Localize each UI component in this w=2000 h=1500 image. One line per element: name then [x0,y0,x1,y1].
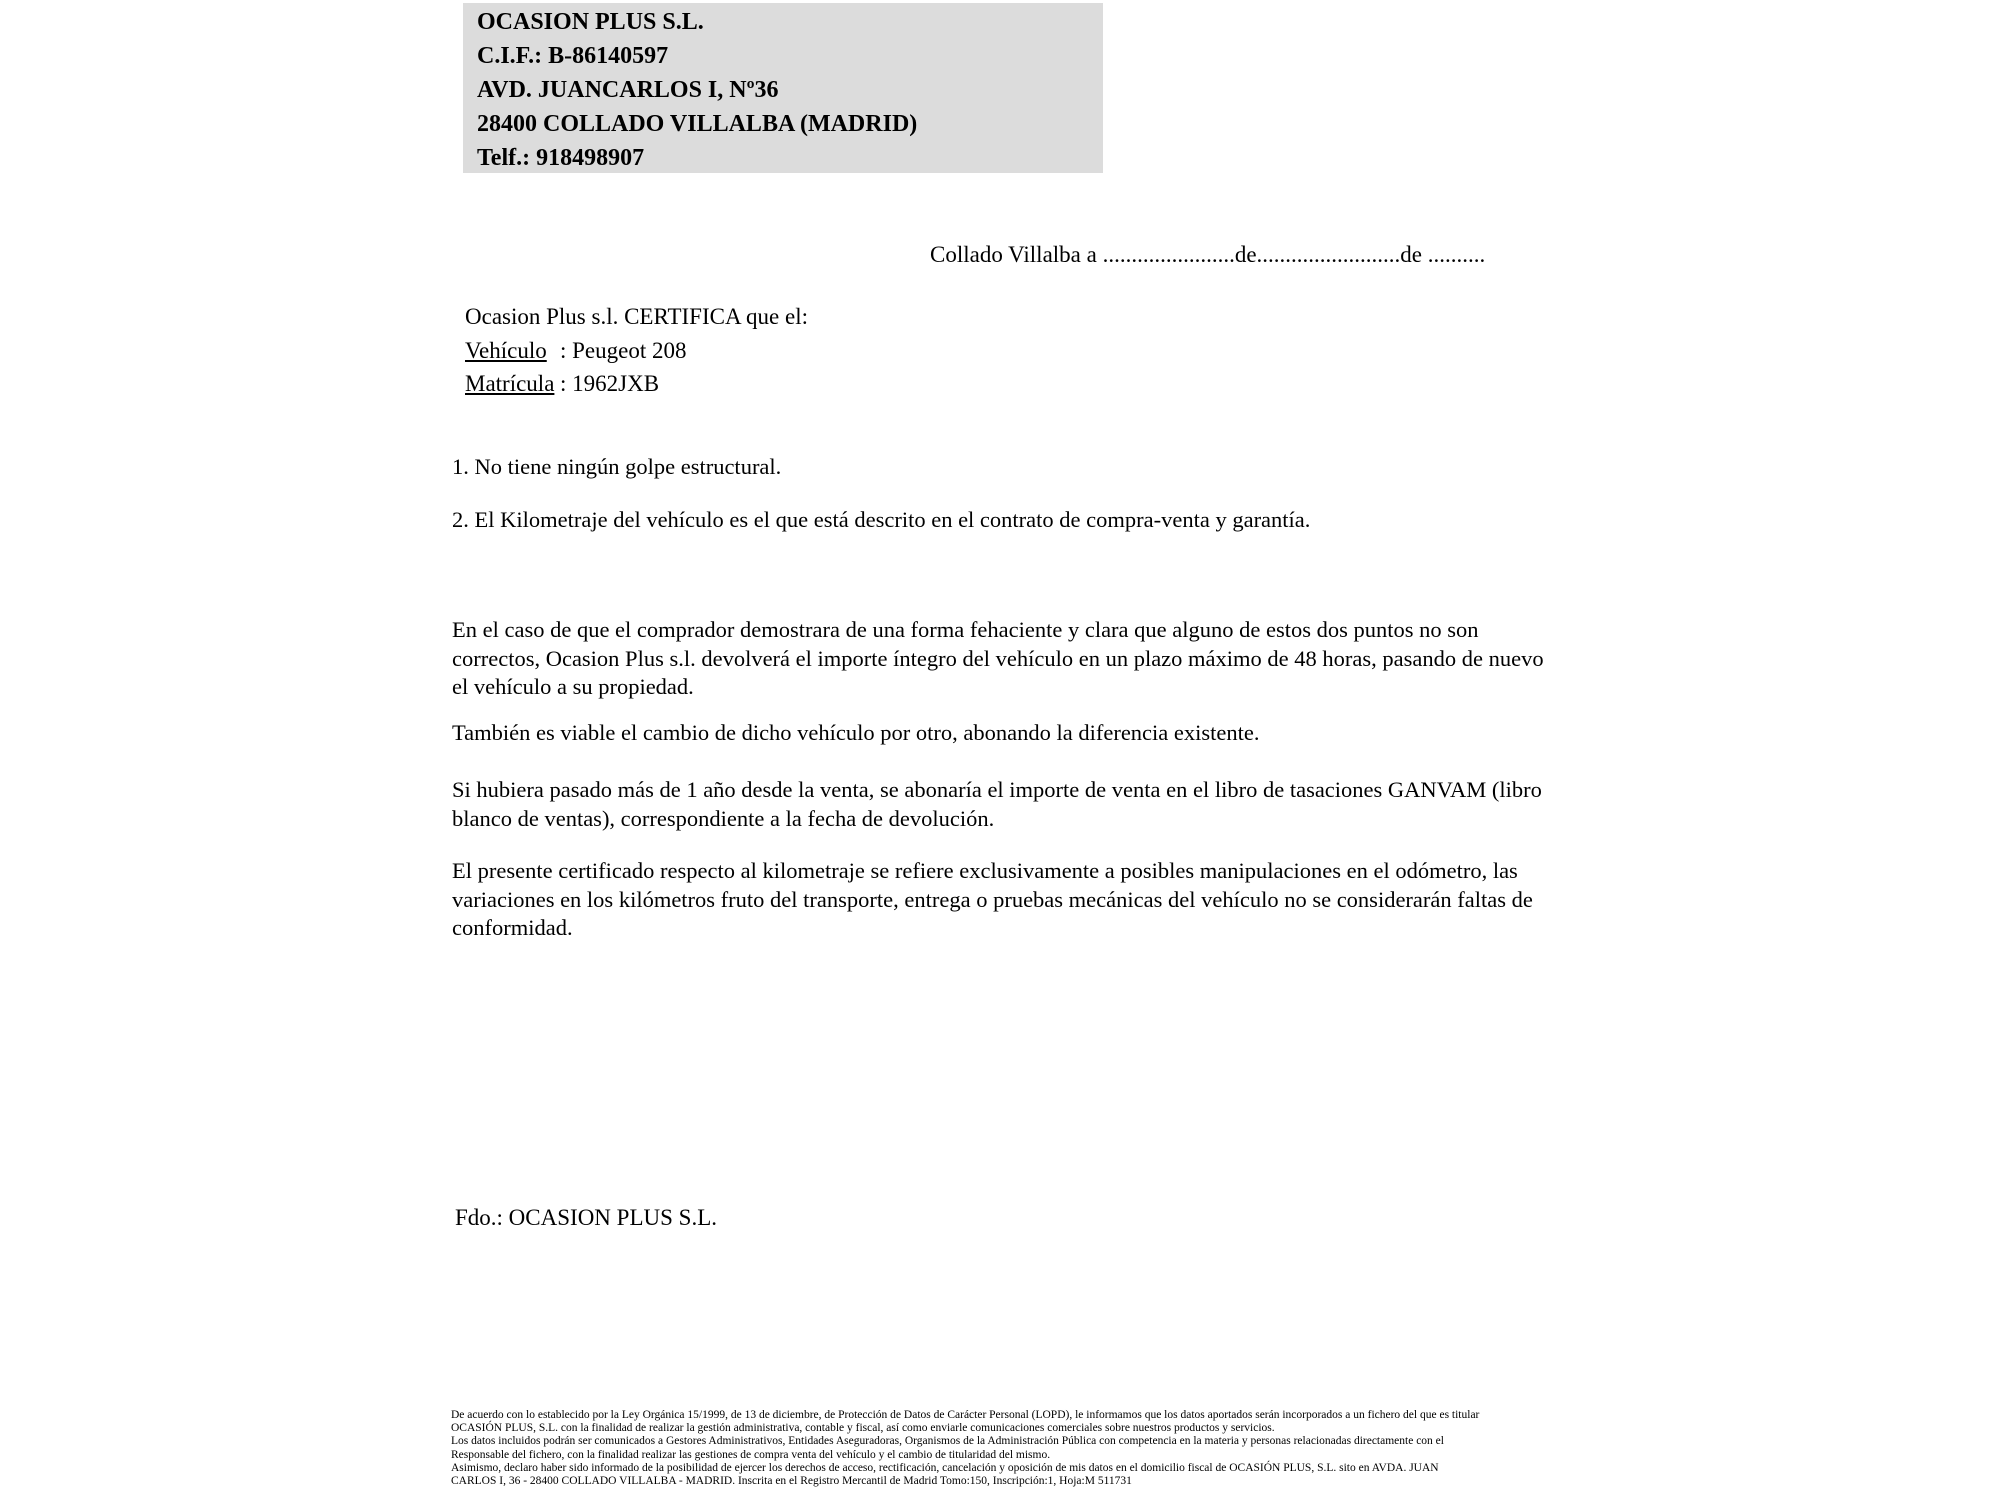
certification-intro: Ocasion Plus s.l. CERTIFICA que el: [465,304,808,329]
legal-footer [451,1409,1479,1488]
plate-field [465,367,808,401]
legal-footer-line: OCASIÓN PLUS, S.L. con la finalidad de realizar la gestión administrativa, contable y fiscal, así como enviarle comunicaciones comerciales sobre nuestros productos y servicios. [451,1422,1275,1435]
legal-footer-line: Asimismo, declaro haber sido informado de la posibilidad de ejercer los derechos de acceso, rectificación, cancelación y oposición de mis datos en el domicilio fiscal de OCASIÓN PLUS, S.L. sito en AVDA. JUAN [451,1461,1439,1474]
paragraph-odometer-clause: El presente certificado respecto al kilometraje se refiere exclusivamente a posibles manipulaciones en el odómetro, las variaciones en los kilómetros fruto del transporte, entrega o pruebas mecánicas del vehículo no se considerarán faltas de conformidad. [452,858,1533,940]
certification-block [465,300,808,401]
company-name: OCASION PLUS S.L. [477,9,704,35]
legal-footer-line: Los datos incluidos podrán ser comunicados a Gestores Administrativos, Entidades Aseguradoras, Organismos de la Administración Pública con competencia en la materia y personas relacionadas directamente con el [451,1435,1444,1448]
signature-line: Fdo.: OCASION PLUS S.L. [455,1205,717,1230]
paragraph-exchange-clause: También es viable el cambio de dicho vehículo por otro, abonando la diferencia existente. [452,720,1260,745]
vehicle-field [465,334,808,368]
plate-label: Matrícula [465,371,555,396]
legal-footer-line: Responsable del fichero, con la finalidad realizar las gestiones de compra venta del vehículo y el cambio de titularidad del mismo. [451,1448,1051,1461]
legal-footer-line: CARLOS I, 36 - 28400 COLLADO VILLALBA - MADRID. Inscrita en el Registro Mercantil de Madrid Tomo:150, Inscripción:1, Hoja:M 511731 [451,1475,1132,1488]
paragraph-ganvam-clause: Si hubiera pasado más de 1 año desde la venta, se abonaría el importe de venta en el libro de tasaciones GANVAM (libro blanco de ventas), correspondiente a la fecha de devolución. [452,777,1542,831]
vehicle-label: Vehículo [465,337,547,363]
certified-point-1: 1. No tiene ningún golpe estructural. [452,454,782,479]
legal-footer-line: De acuerdo con lo establecido por la Ley Orgánica 15/1999, de 13 de diciembre, de Protección de Datos de Carácter Personal (LOPD), le informamos que los datos aportados serán incorporados a un fichero del que es titular [451,1409,1480,1421]
company-letterhead [463,3,1103,173]
certified-point-2: 2. El Kilometraje del vehículo es el que está descrito en el contrato de compra-venta y garantía. [452,507,1311,532]
company-address: AVD. JUANCARLOS I, Nº36 [477,77,779,103]
plate-value: : 1962JXB [560,371,660,396]
company-city: 28400 COLLADO VILLALBA (MADRID) [477,111,918,137]
date-line: Collado Villalba a .......................de.........................de .......... [930,242,1486,267]
company-cif: C.I.F.: B-86140597 [477,43,669,69]
vehicle-value: : Peugeot 208 [560,337,687,363]
company-phone: Telf.: 918498907 [477,145,645,171]
paragraph-refund-clause: En el caso de que el comprador demostrara de una forma fehaciente y clara que alguno de estos dos puntos no son correctos, Ocasion Plus s.l. devolverá el importe íntegro del vehículo en un plazo máximo de 48 horas, pasando de nuevo el vehículo a su propiedad. [452,617,1544,699]
